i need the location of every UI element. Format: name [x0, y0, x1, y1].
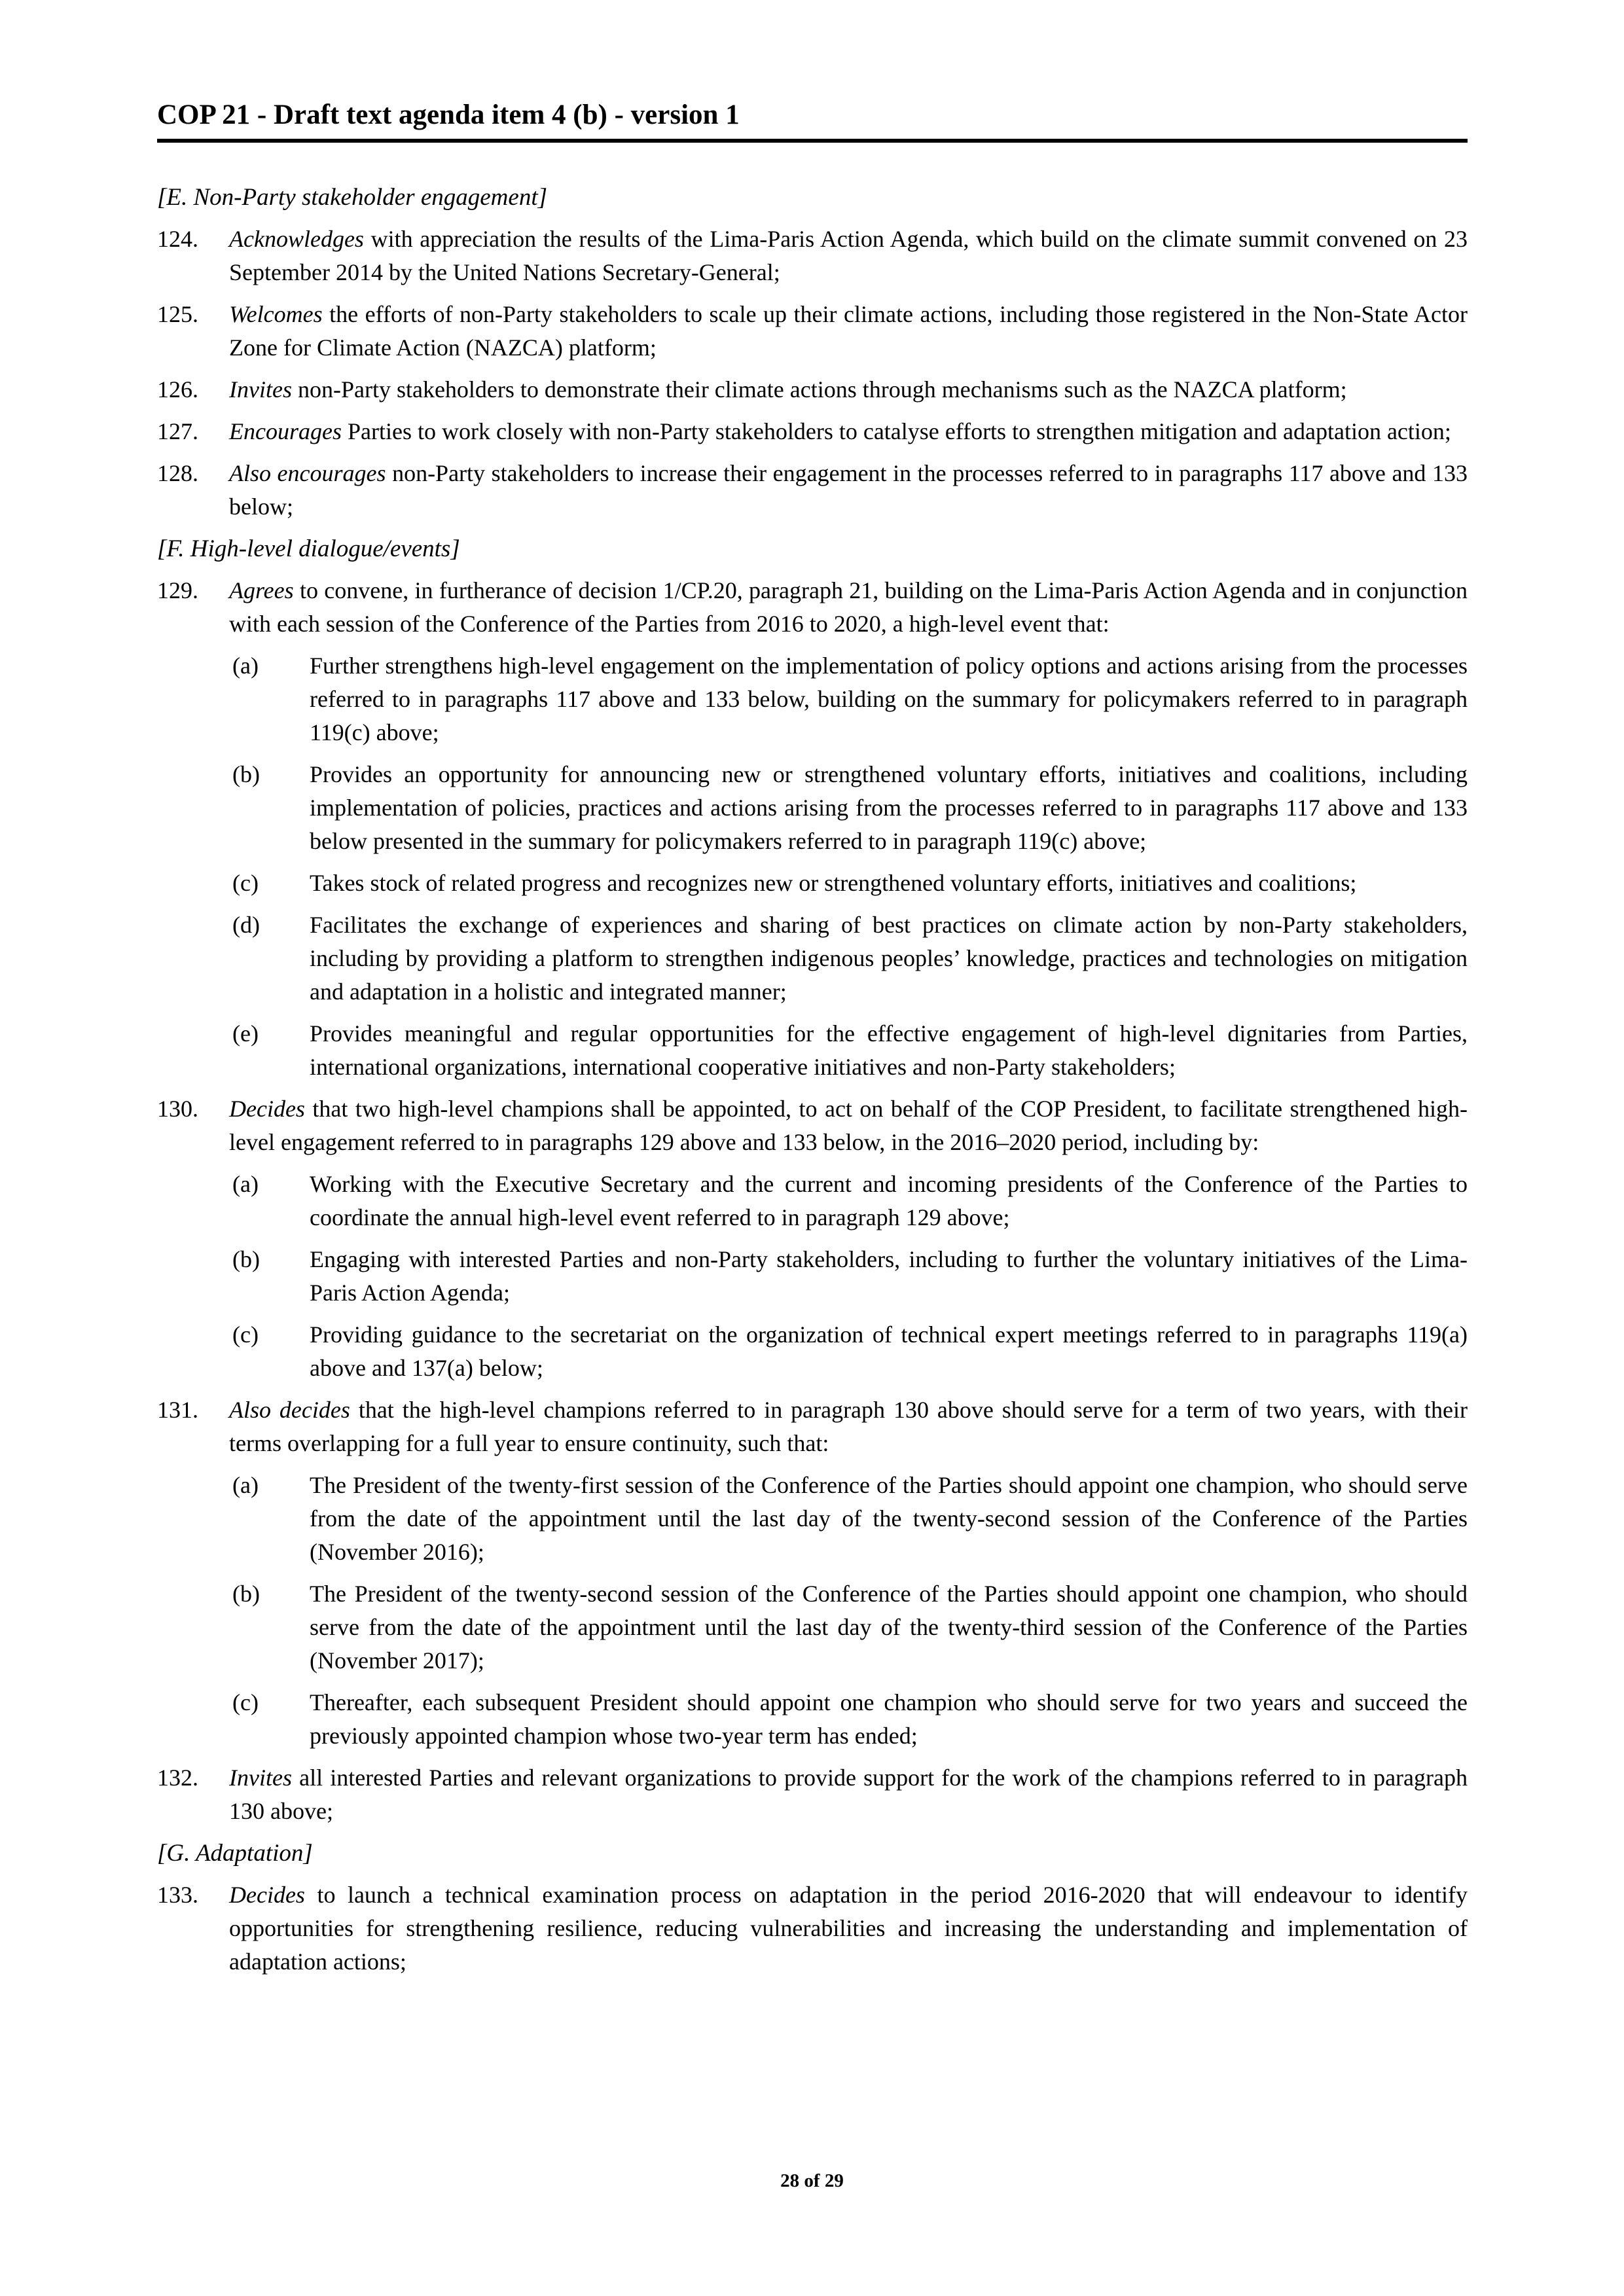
subparagraph-label: (b) — [232, 1246, 260, 1272]
paragraph-lead-verb: Agrees — [229, 577, 294, 603]
subparagraph-130a — [232, 1168, 1468, 1234]
paragraph-body: the efforts of non-Party stakeholders to scale up their climate actions, including those registered in the Non-State Actor Zone for Climate Action (NAZCA) platform; — [229, 301, 1468, 361]
paragraph-number: 127. — [157, 418, 198, 444]
paragraph-lead-verb: Welcomes — [229, 301, 323, 327]
subparagraph-body: Engaging with interested Parties and non-Party stakeholders, including to further the voluntary initiatives of the Lima-Paris Action Agenda; — [310, 1246, 1468, 1306]
paragraph-lead-verb: Invites — [229, 1765, 292, 1791]
subparagraph-label: (b) — [232, 761, 260, 787]
subparagraph-label: (c) — [232, 870, 259, 896]
subparagraph-130c — [232, 1318, 1468, 1385]
header-divider — [157, 139, 1468, 143]
paragraph-body: that the high-level champions referred to in paragraph 130 above should serve for a term of two years, with their terms overlapping for a full year to ensure continuity, such that: — [229, 1397, 1468, 1456]
paragraph-lead-verb: Acknowledges — [229, 226, 364, 252]
paragraph-125 — [157, 298, 1468, 365]
subparagraph-131b — [232, 1577, 1468, 1677]
paragraph-lead-verb: Encourages — [229, 418, 342, 444]
paragraph-133 — [157, 1878, 1468, 1979]
paragraph-body: non-Party stakeholders to increase their engagement in the processes referred to in paragraphs 117 above and 133 below; — [229, 460, 1468, 520]
paragraph-132 — [157, 1761, 1468, 1828]
paragraph-number: 125. — [157, 301, 198, 327]
subparagraph-label: (b) — [232, 1581, 260, 1607]
paragraph-body: Parties to work closely with non-Party stakeholders to catalyse efforts to strengthen mitigation and adaptation action; — [341, 418, 1451, 444]
paragraph-body: with appreciation the results of the Lima-Paris Action Agenda, which build on the climate summit convened on 23 September 2014 by the United Nations Secretary-General; — [229, 226, 1468, 285]
subparagraph-body: The President of the twenty-first session of the Conference of the Parties should appoint one champion, who should serve from the date of the appointment until the last day of the twenty-second session of the Conference of the Parties (November 2016); — [310, 1472, 1468, 1565]
paragraph-126 — [157, 373, 1468, 406]
paragraph-lead-verb: Also encourages — [229, 460, 386, 486]
paragraph-128 — [157, 457, 1468, 524]
subparagraph-body: Working with the Executive Secretary and the current and incoming presidents of the Conference of the Parties to coordinate the annual high-level event referred to in paragraph 129 above; — [310, 1171, 1468, 1230]
page-number: 28 of 29 — [780, 2170, 844, 2191]
paragraph-body: all interested Parties and relevant organizations to provide support for the work of the champions referred to in paragraph 130 above; — [229, 1765, 1468, 1824]
subparagraph-body: Further strengthens high-level engagement on the implementation of policy options and actions arising from the processes referred to in paragraphs 117 above and 133 below, building on the summary for policymakers referred to in paragraph 119(c) above; — [310, 653, 1468, 745]
document-title: COP 21 - Draft text agenda item 4 (b) - version 1 — [157, 99, 740, 130]
subparagraph-130b — [232, 1243, 1468, 1310]
paragraph-number: 126. — [157, 376, 198, 403]
paragraph-lead-verb: Also decides — [229, 1397, 350, 1423]
subparagraph-body: The President of the twenty-second session of the Conference of the Parties should appoint one champion, who should serve from the date of the appointment until the last day of the twenty-third session of the Conference of the Parties (November 2017); — [310, 1581, 1468, 1674]
subparagraph-label: (e) — [232, 1020, 259, 1047]
section-heading-g: [G. Adaptation] — [157, 1840, 313, 1867]
subparagraph-129d — [232, 908, 1468, 1009]
paragraph-127 — [157, 415, 1468, 448]
subparagraph-body: Thereafter, each subsequent President should appoint one champion who should serve for two years and succeed the previously appointed champion whose two-year term has ended; — [310, 1689, 1468, 1749]
paragraph-124 — [157, 223, 1468, 289]
subparagraph-body: Provides meaningful and regular opportunities for the effective engagement of high-level dignitaries from Parties, international organizations, international cooperative initiatives and non-Party stakeholders; — [310, 1020, 1468, 1080]
paragraph-body: non-Party stakeholders to demonstrate their climate actions through mechanisms such as the NAZCA platform; — [291, 376, 1347, 403]
subparagraph-129c — [232, 867, 1468, 900]
subparagraph-131a — [232, 1469, 1468, 1569]
document-body — [157, 181, 1468, 1979]
subparagraph-label: (c) — [232, 1689, 259, 1715]
paragraph-number: 131. — [157, 1397, 198, 1423]
subparagraph-body: Providing guidance to the secretariat on the organization of technical expert meetings referred to in paragraphs 119(a) above and 137(a) below; — [310, 1321, 1468, 1381]
paragraph-number: 124. — [157, 226, 198, 252]
paragraph-lead-verb: Decides — [229, 1096, 305, 1122]
page-content — [157, 98, 1468, 1987]
subparagraph-131c — [232, 1686, 1468, 1753]
paragraph-body: to launch a technical examination process on adaptation in the period 2016-2020 that will endeavour to identify opportunities for strengthening resilience, reducing vulnerabilities and increasing the understanding and implementation of adaptation actions; — [229, 1882, 1468, 1975]
paragraph-number: 129. — [157, 577, 198, 603]
paragraph-lead-verb: Decides — [229, 1882, 305, 1908]
subparagraph-body: Provides an opportunity for announcing new or strengthened voluntary efforts, initiatives and coalitions, including implementation of policies, practices and actions arising from the processes referred to in paragraphs 117 above and 133 below presented in the summary for policymakers referred to in paragraph 119(c) above; — [310, 761, 1468, 854]
subparagraph-129a — [232, 649, 1468, 749]
paragraph-number: 132. — [157, 1765, 198, 1791]
subparagraph-label: (a) — [232, 1472, 259, 1498]
paragraph-body: that two high-level champions shall be appointed, to act on behalf of the COP President, to facilitate strengthened high-level engagement referred to in paragraphs 129 above and 133 below, in the 2016–2020 period, including by: — [229, 1096, 1468, 1155]
paragraph-129 — [157, 574, 1468, 641]
paragraph-number: 133. — [157, 1882, 198, 1908]
subparagraph-body: Takes stock of related progress and recognizes new or strengthened voluntary efforts, initiatives and coalitions; — [310, 870, 1357, 896]
subparagraph-label: (a) — [232, 1171, 259, 1197]
subparagraph-label: (a) — [232, 653, 259, 679]
paragraph-130 — [157, 1092, 1468, 1159]
subparagraph-129e — [232, 1017, 1468, 1084]
subparagraph-129b — [232, 758, 1468, 858]
paragraph-body: to convene, in furtherance of decision 1/CP.20, paragraph 21, building on the Lima-Paris Action Agenda and in conjunction with each session of the Conference of the Parties from 2016 to 2020, a high-level event that: — [229, 577, 1468, 637]
subparagraph-body: Facilitates the exchange of experiences and sharing of best practices on climate action by non-Party stakeholders, including by providing a platform to strengthen indigenous peoples’ knowledge, practices and technologies on mitigation and adaptation in a holistic and integrated manner; — [310, 912, 1468, 1005]
paragraph-131 — [157, 1393, 1468, 1460]
subparagraph-label: (c) — [232, 1321, 259, 1348]
paragraph-number: 128. — [157, 460, 198, 486]
paragraph-lead-verb: Invites — [229, 376, 292, 403]
paragraph-number: 130. — [157, 1096, 198, 1122]
subparagraph-label: (d) — [232, 912, 260, 938]
section-heading-e: [E. Non-Party stakeholder engagement] — [157, 184, 547, 211]
section-heading-f: [F. High-level dialogue/events] — [157, 535, 460, 562]
